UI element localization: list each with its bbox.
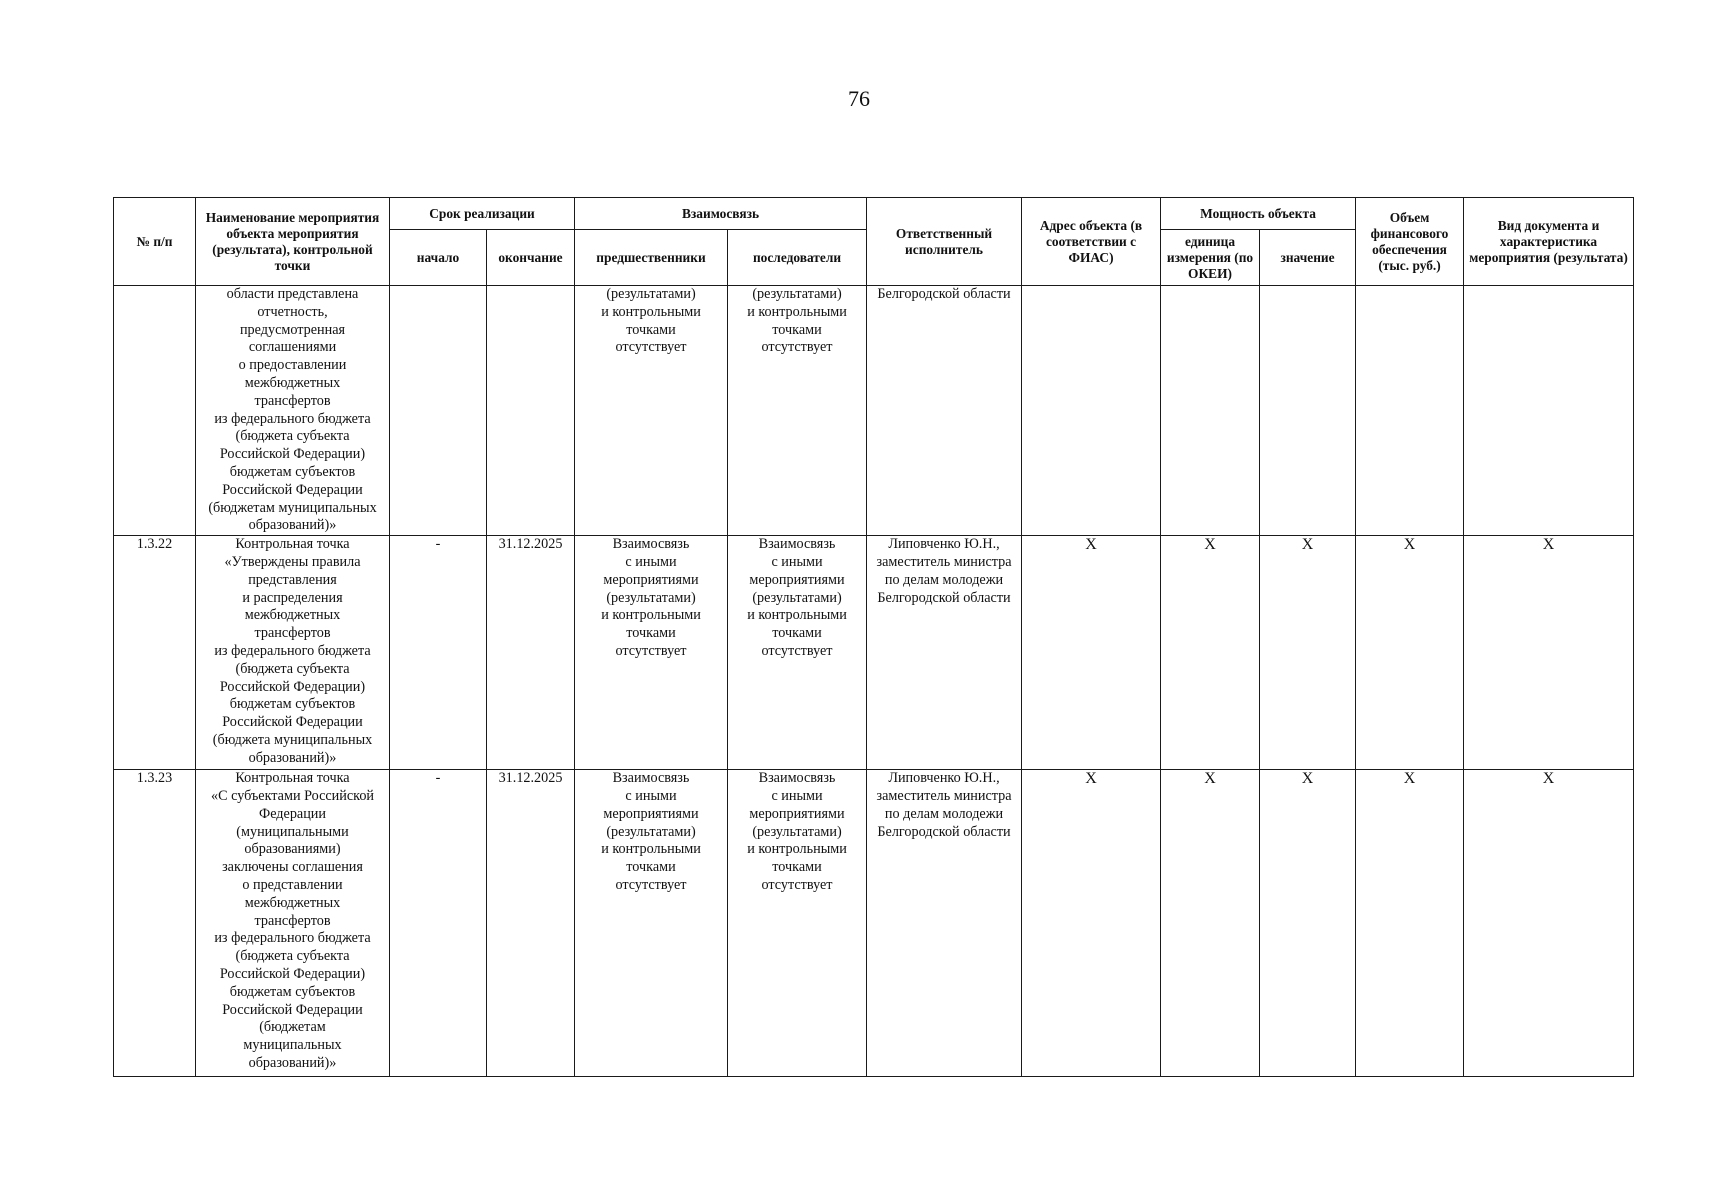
cell-succ: (результатами) и контрольными точками отсутствует (728, 286, 867, 536)
header-doc-type: Вид документа и характеристика мероприятия (результата) (1464, 198, 1634, 286)
cell-pred: Взаимосвязь с иными мероприятиями (результатами) и контрольными точками отсутствует (575, 770, 728, 1077)
header-capacity-unit: единица измерения (по ОКЕИ) (1161, 230, 1260, 286)
cell-doc: Х (1464, 770, 1634, 1077)
cell-num (114, 286, 196, 536)
header-link-succ: последователи (728, 230, 867, 286)
cell-executor: Белгородской области (867, 286, 1022, 536)
cell-doc: Х (1464, 536, 1634, 770)
header-executor: Ответственный исполнитель (867, 198, 1022, 286)
cell-address: Х (1022, 770, 1161, 1077)
cell-num: 1.3.22 (114, 536, 196, 770)
cell-end: 31.12.2025 (487, 536, 575, 770)
table-row (114, 770, 1634, 1077)
cell-num: 1.3.23 (114, 770, 196, 1077)
table-row (114, 536, 1634, 770)
cell-end (487, 286, 575, 536)
cell-succ: Взаимосвязь с иными мероприятиями (результатами) и контрольными точками отсутствует (728, 536, 867, 770)
page-number: 76 (848, 86, 870, 111)
cell-pred: (результатами) и контрольными точками отсутствует (575, 286, 728, 536)
cell-finance: Х (1356, 770, 1464, 1077)
header-name: Наименование мероприятия объекта мероприятия (результата), контрольной точки (196, 198, 390, 286)
header-term-end: окончание (487, 230, 575, 286)
header-address: Адрес объекта (в соответствии с ФИАС) (1022, 198, 1161, 286)
cell-doc (1464, 286, 1634, 536)
cell-unit (1161, 286, 1260, 536)
header-link: Взаимосвязь (575, 198, 867, 230)
cell-value (1260, 286, 1356, 536)
cell-value: Х (1260, 770, 1356, 1077)
header-capacity-value: значение (1260, 230, 1356, 286)
header-term-start: начало (390, 230, 487, 286)
cell-start (390, 286, 487, 536)
table-row (114, 286, 1634, 536)
cell-address: Х (1022, 536, 1161, 770)
cell-executor: Липовченко Ю.Н., заместитель министра по делам молодежи Белгородской области (867, 770, 1022, 1077)
cell-end: 31.12.2025 (487, 770, 575, 1077)
cell-finance (1356, 286, 1464, 536)
header-capacity: Мощность объекта (1161, 198, 1356, 230)
cell-name: Контрольная точка «Утверждены правила представления и распределения межбюджетных трансфертов из федерального бюджета (бюджета субъекта Российской Федерации) бюджетам субъектов Российской Федерации (бюджета муниципальных образований)» (196, 536, 390, 770)
cell-pred: Взаимосвязь с иными мероприятиями (результатами) и контрольными точками отсутствует (575, 536, 728, 770)
cell-address (1022, 286, 1161, 536)
cell-finance: Х (1356, 536, 1464, 770)
events-table (113, 197, 1634, 1077)
cell-name: области представлена отчетность, предусмотренная соглашениями о предоставлении межбюджетных трансфертов из федерального бюджета (бюджета субъекта Российской Федерации) бюджетам субъектов Российской Федерации (бюджетам муниципальных образований)» (196, 286, 390, 536)
cell-unit: Х (1161, 770, 1260, 1077)
cell-start: - (390, 770, 487, 1077)
cell-unit: Х (1161, 536, 1260, 770)
header-num: № п/п (114, 198, 196, 286)
cell-succ: Взаимосвязь с иными мероприятиями (результатами) и контрольными точками отсутствует (728, 770, 867, 1077)
cell-value: Х (1260, 536, 1356, 770)
cell-start: - (390, 536, 487, 770)
header-term: Срок реализации (390, 198, 575, 230)
cell-name: Контрольная точка «С субъектами Российской Федерации (муниципальными образованиями) заключены соглашения о представлении межбюджетных трансфертов из федерального бюджета (бюджета субъекта Российской Федерации) бюджетам субъектов Российской Федерации (бюджетам муниципальных образований)» (196, 770, 390, 1077)
header-link-pred: предшественники (575, 230, 728, 286)
cell-executor: Липовченко Ю.Н., заместитель министра по делам молодежи Белгородской области (867, 536, 1022, 770)
table-header-row (114, 198, 1634, 230)
header-finance: Объем финансового обеспечения (тыс. руб.) (1356, 198, 1464, 286)
